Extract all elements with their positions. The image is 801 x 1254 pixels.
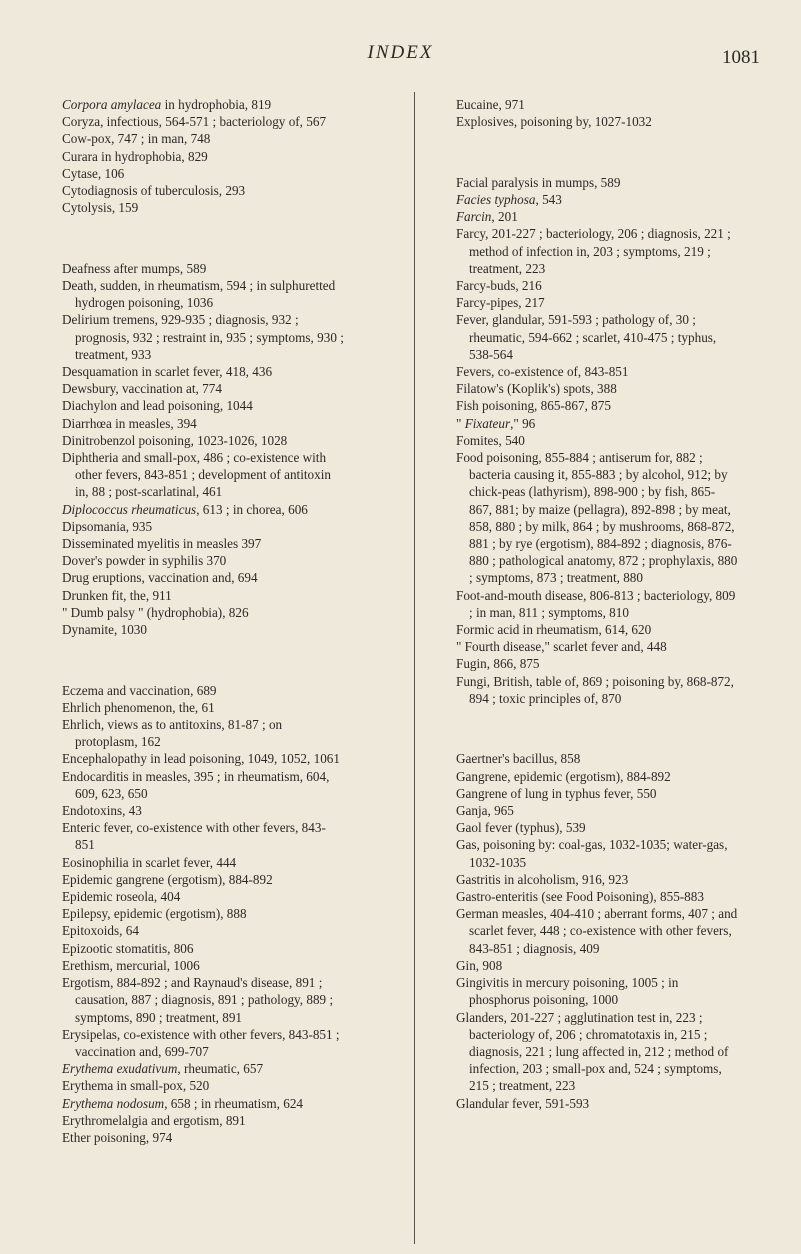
index-entry: Fever, glandular, 591-593 ; pathology of, 30 ; rheumatic, 594-662 ; scarlet, 410-475 ; typhus, 538-564 xyxy=(456,312,717,362)
index-entry: Endocarditis in measles, 395 ; in rheumatism, 604, 609, 623, 650 xyxy=(62,768,330,801)
index-entry: Diphtheria and small-pox, 486 ; co-existence with other fevers, 843-851 ; development of antitoxin in, 88 ; post-scarlatinal, 461 xyxy=(62,450,331,500)
index-entry: Erethism, mercurial, 1006 xyxy=(62,957,200,973)
index-entry: Epilepsy, epidemic (ergotism), 888 xyxy=(62,906,247,922)
index-entry: Deafness after mumps, 589 xyxy=(62,260,207,276)
index-entry: Fungi, British, table of, 869 ; poisoning by, 868-872, 894 ; toxic principles of, 870 xyxy=(456,673,734,706)
index-entry: Gaertner's bacillus, 858 xyxy=(456,751,581,767)
index-entry: Farcin, 201 xyxy=(456,209,518,225)
index-entry: Filatow's (Koplik's) spots, 388 xyxy=(456,381,617,397)
index-entry: Dewsbury, vaccination at, 774 xyxy=(62,381,222,397)
index-entry: Coryza, infectious, 564-571 ; bacteriology of, 567 xyxy=(62,114,327,130)
index-entry: Gastro-enteritis (see Food Poisoning), 855-883 xyxy=(456,889,704,905)
index-entry: Erythema exudativum, rheumatic, 657 xyxy=(62,1061,264,1077)
index-entry: Fevers, co-existence of, 843-851 xyxy=(456,364,629,380)
page-number: 1081 xyxy=(722,47,760,68)
index-entry: Dynamite, 1030 xyxy=(62,622,147,638)
index-entry: Eucaine, 971 xyxy=(456,97,525,112)
index-entry: Farcy, 201-227 ; bacteriology, 206 ; diagnosis, 221 ; method of infection in, 203 ; symptoms, 219 ; treatment, 223 xyxy=(456,226,731,276)
index-entry: " Fourth disease," scarlet fever and, 448 xyxy=(456,639,667,655)
index-entry: " Dumb palsy " (hydrophobia), 826 xyxy=(62,604,249,620)
index-entry: Disseminated myelitis in measles 397 xyxy=(62,536,262,552)
index-column-left xyxy=(62,96,344,1146)
index-entry: " Fixateur," 96 xyxy=(456,415,536,431)
index-entry: Diachylon and lead poisoning, 1044 xyxy=(62,398,253,414)
index-entry: Encephalopathy in lead poisoning, 1049, 1052, 1061 xyxy=(62,751,340,767)
index-entry: Fugin, 866, 875 xyxy=(456,656,540,672)
index-entry: Gangrene, epidemic (ergotism), 884-892 xyxy=(456,768,671,784)
index-entry: Fish poisoning, 865-867, 875 xyxy=(456,398,611,414)
section-gap xyxy=(62,651,344,668)
index-entry: Farcy-buds, 216 xyxy=(456,278,542,293)
index-entry: Gas, poisoning by: coal-gas, 1032-1035; water-gas, 1032-1035 xyxy=(456,837,728,870)
index-entry: Cytase, 106 xyxy=(62,165,125,181)
index-entry: Cytodiagnosis of tuberculosis, 293 xyxy=(62,183,246,199)
index-entry: Gangrene of lung in typhus fever, 550 xyxy=(456,785,657,801)
index-entry: Eosinophilia in scarlet fever, 444 xyxy=(62,854,237,870)
index-entry: Death, sudden, in rheumatism, 594 ; in sulphuretted hydrogen poisoning, 1036 xyxy=(62,278,336,311)
index-entry: Erysipelas, co-existence with other fevers, 843-851 ; vaccination and, 699-707 xyxy=(62,1026,340,1059)
index-entry: Epitoxoids, 64 xyxy=(62,923,139,939)
index-entry: Fomites, 540 xyxy=(456,432,525,448)
index-entry: Drunken fit, the, 911 xyxy=(62,587,172,603)
index-entry: Enteric fever, co-existence with other fevers, 843-851 xyxy=(62,820,326,853)
page-header-title: INDEX xyxy=(367,42,434,63)
index-entry: Gin, 908 xyxy=(456,957,503,973)
index-entry: Foot-and-mouth disease, 806-813 ; bacteriology, 809 ; in man, 811 ; symptoms, 810 xyxy=(456,587,736,620)
index-entry: Epidemic gangrene (ergotism), 884-892 xyxy=(62,871,273,887)
index-entry: Epidemic roseola, 404 xyxy=(62,889,181,905)
index-entry: Dover's powder in syphilis 370 xyxy=(62,553,227,569)
index-entry: Diarrhœa in measles, 394 xyxy=(62,415,197,431)
index-entry: Gastritis in alcoholism, 916, 923 xyxy=(456,871,629,887)
index-entry: Erythromelalgia and ergotism, 891 xyxy=(62,1112,246,1128)
index-entry: Curara in hydrophobia, 829 xyxy=(62,148,208,164)
index-entry: Erythema nodosum, 658 ; in rheumatism, 624 xyxy=(62,1095,304,1111)
index-entry: Dinitrobenzol poisoning, 1023-1026, 1028 xyxy=(62,432,288,448)
index-entry: Cow-pox, 747 ; in man, 748 xyxy=(62,131,211,147)
index-entry: Ether poisoning, 974 xyxy=(62,1129,173,1145)
index-entry: Desquamation in scarlet fever, 418, 436 xyxy=(62,364,273,380)
section-gap xyxy=(62,230,344,247)
index-entry: Cytolysis, 159 xyxy=(62,200,139,216)
index-entry: Farcy-pipes, 217 xyxy=(456,295,545,311)
index-entry: German measles, 404-410 ; aberrant forms, 407 ; and scarlet fever, 448 ; co-existence with other fevers, 843-851 ; diagnosis, 409 xyxy=(456,906,738,956)
index-entry: Epizootic stomatitis, 806 xyxy=(62,940,194,956)
column-divider xyxy=(414,92,415,1244)
section-gap xyxy=(456,144,738,161)
index-entry: Ehrlich phenomenon, the, 61 xyxy=(62,699,215,715)
index-entry: Gingivitis in mercury poisoning, 1005 ; in phosphorus poisoning, 1000 xyxy=(456,975,679,1008)
index-entry: Delirium tremens, 929-935 ; diagnosis, 932 ; prognosis, 932 ; restraint in, 935 ; symptoms, 930 ; treatment, 933 xyxy=(62,312,344,362)
index-entry: Formic acid in rheumatism, 614, 620 xyxy=(456,622,652,638)
index-entry: Drug eruptions, vaccination and, 694 xyxy=(62,570,258,586)
index-entry: Ehrlich, views as to antitoxins, 81-87 ; on protoplasm, 162 xyxy=(62,717,283,750)
index-entry: Erythema in small-pox, 520 xyxy=(62,1078,210,1094)
index-column-right xyxy=(456,96,738,1112)
section-gap xyxy=(456,720,738,737)
index-entry: Glandular fever, 591-593 xyxy=(456,1095,590,1111)
index-entry: Glanders, 201-227 ; agglutination test in, 223 ; bacteriology of, 206 ; chromatotaxis in, 215 ; diagnosis, 221 ; lung affected in, 212 ; method of infection, 203 ; small-pox and, 524 ; symptoms, 215 ; treatment, 223 xyxy=(456,1009,729,1094)
index-entry: Endotoxins, 43 xyxy=(62,803,142,819)
index-entry: Facies typhosa, 543 xyxy=(456,191,562,207)
index-entry: Corpora amylacea in hydrophobia, 819 xyxy=(62,97,272,112)
index-entry: Gaol fever (typhus), 539 xyxy=(456,820,586,836)
index-entry: Diplococcus rheumaticus, 613 ; in chorea, 606 xyxy=(62,501,308,517)
index-entry: Explosives, poisoning by, 1027-1032 xyxy=(456,114,652,130)
index-entry: Ganja, 965 xyxy=(456,803,514,819)
index-entry: Ergotism, 884-892 ; and Raynaud's disease, 891 ; causation, 887 ; diagnosis, 891 ; pathology, 889 ; symptoms, 890 ; treatment, 891 xyxy=(62,975,334,1025)
index-entry: Food poisoning, 855-884 ; antiserum for, 882 ; bacteria causing it, 855-883 ; by alcohol, 912; by chick-peas (lathyrism), 898-900 ; by fish, 865-867, 881; by maize (pellagra), 892-898 ; by meat, 858, 880 ; by milk, 864 ; by mushrooms, 868-872, 881 ; by rye (ergotism), 884-892 ; diagnosis, 876-880 ; pathological anatomy, 872 ; prophylaxis, 880 ; symptoms, 873 ; treatment, 880 xyxy=(456,450,738,586)
index-entry: Eczema and vaccination, 689 xyxy=(62,682,217,698)
index-entry: Dipsomania, 935 xyxy=(62,518,153,534)
index-entry: Facial paralysis in mumps, 589 xyxy=(456,174,621,190)
